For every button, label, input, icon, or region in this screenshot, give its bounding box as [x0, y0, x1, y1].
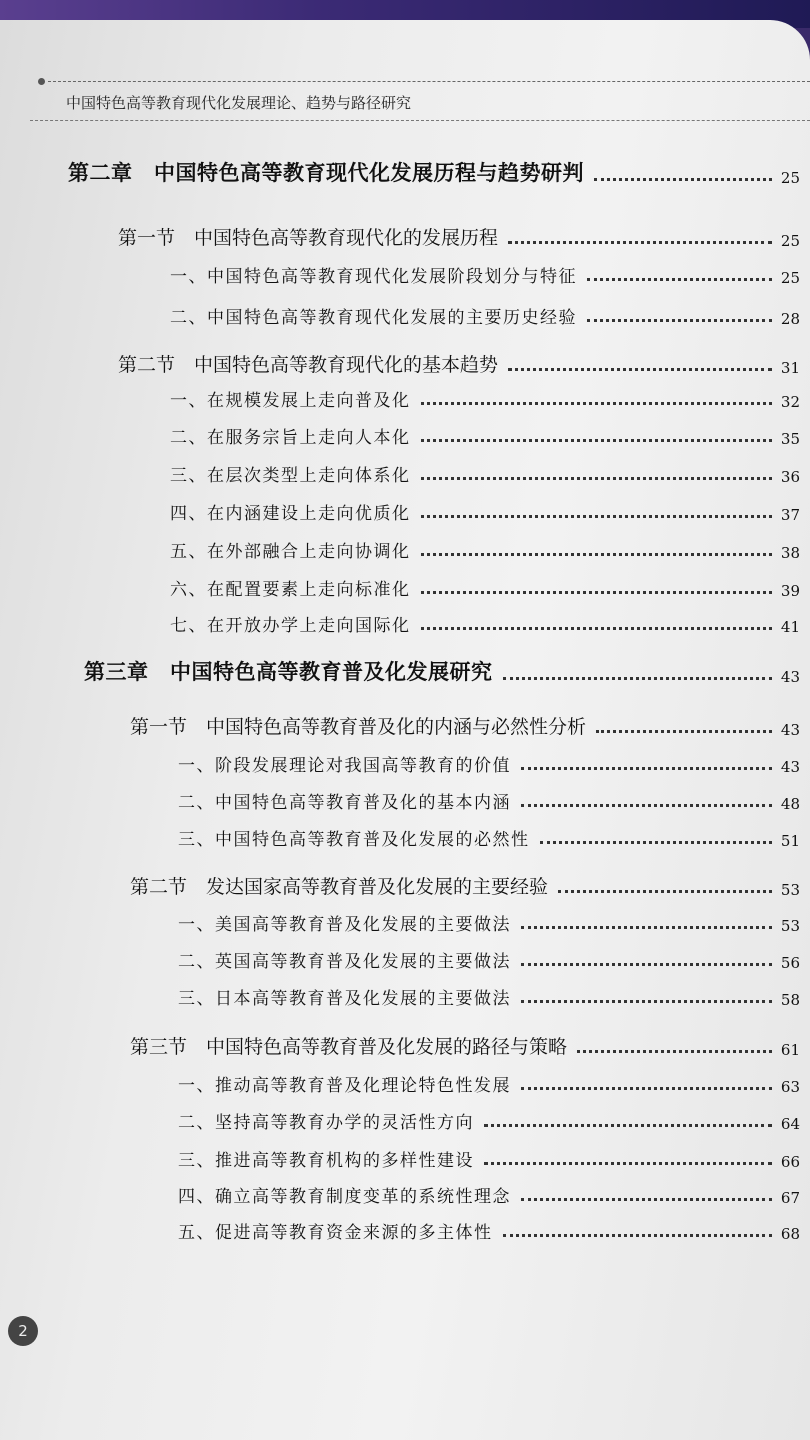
toc-page-number: 48 — [780, 795, 800, 813]
toc-dot-leader — [594, 177, 772, 181]
toc-dot-leader — [577, 1049, 772, 1053]
toc-page-number: 38 — [780, 544, 800, 562]
toc-page-number: 39 — [780, 582, 800, 600]
toc-dot-leader — [558, 889, 772, 893]
toc-item-entry — [178, 905, 800, 935]
header-dot-ornament — [38, 78, 45, 85]
toc-dot-leader — [421, 590, 773, 594]
toc-chapter-entry — [68, 147, 800, 187]
toc-entry-title: 第二节 发达国家高等教育普及化发展的主要经验 — [130, 876, 549, 898]
toc-entry-title: 二、在服务宗旨上走向人本化 — [170, 428, 411, 448]
toc-page-number: 61 — [780, 1041, 800, 1059]
toc-item-entry — [178, 1066, 800, 1096]
toc-item-entry — [178, 783, 800, 813]
toc-section-entry — [130, 865, 800, 899]
toc-item-entry — [170, 298, 800, 328]
toc-entry-title: 一、美国高等教育普及化发展的主要做法 — [178, 915, 511, 935]
toc-dot-leader — [421, 401, 773, 405]
toc-dot-leader — [596, 729, 772, 733]
toc-dot-leader — [521, 1086, 772, 1090]
toc-page-number: 53 — [780, 917, 800, 935]
toc-dot-leader — [421, 626, 773, 630]
toc-entry-title: 一、阶段发展理论对我国高等教育的价值 — [178, 756, 511, 776]
toc-dot-leader — [521, 1197, 772, 1201]
toc-entry-title: 第三节 中国特色高等教育普及化发展的路径与策略 — [130, 1036, 568, 1058]
toc-page-number: 28 — [780, 310, 800, 328]
header-dashed-rule-bottom — [30, 120, 810, 121]
toc-item-entry — [170, 456, 800, 486]
toc-entry-title: 一、中国特色高等教育现代化发展阶段划分与特征 — [170, 267, 577, 287]
toc-dot-leader — [521, 962, 772, 966]
toc-page-number: 67 — [780, 1189, 800, 1207]
running-header — [30, 72, 810, 122]
toc-dot-leader — [521, 999, 772, 1003]
toc-dot-leader — [484, 1161, 772, 1165]
toc-page-number: 64 — [780, 1115, 800, 1133]
toc-page-number: 68 — [780, 1225, 800, 1243]
toc-section-entry — [118, 216, 800, 250]
toc-page-number: 51 — [780, 832, 800, 850]
toc-item-entry — [170, 606, 800, 636]
toc-entry-title: 三、中国特色高等教育普及化发展的必然性 — [178, 830, 530, 850]
toc-dot-leader — [503, 676, 773, 680]
toc-item-entry — [178, 1177, 800, 1207]
toc-entry-title: 一、推动高等教育普及化理论特色性发展 — [178, 1076, 511, 1096]
toc-item-entry — [178, 746, 800, 776]
toc-dot-leader — [421, 552, 773, 556]
toc-entry-title: 第三章 中国特色高等教育普及化发展研究 — [84, 659, 493, 684]
toc-entry-title: 三、日本高等教育普及化发展的主要做法 — [178, 989, 511, 1009]
toc-page-number: 56 — [780, 954, 800, 972]
toc-dot-leader — [587, 318, 772, 322]
toc-item-entry — [178, 1141, 800, 1171]
header-dashed-rule-top — [48, 81, 810, 82]
toc-section-entry — [118, 343, 800, 377]
toc-entry-title: 二、中国特色高等教育普及化的基本内涵 — [178, 793, 511, 813]
toc-item-entry — [178, 1213, 800, 1243]
toc-entry-title: 第一节 中国特色高等教育现代化的发展历程 — [118, 227, 499, 249]
toc-page-number: 41 — [780, 618, 800, 636]
toc-dot-leader — [421, 476, 773, 480]
toc-entry-title: 六、在配置要素上走向标准化 — [170, 580, 411, 600]
toc-entry-title: 二、中国特色高等教育现代化发展的主要历史经验 — [170, 308, 577, 328]
toc-entry-title: 四、在内涵建设上走向优质化 — [170, 504, 411, 524]
toc-dot-leader — [521, 925, 772, 929]
toc-item-entry — [170, 570, 800, 600]
toc-chapter-entry — [84, 646, 800, 686]
toc-dot-leader — [503, 1233, 773, 1237]
toc-dot-leader — [508, 240, 772, 244]
toc-page-number: 25 — [780, 169, 800, 187]
toc-entry-title: 五、促进高等教育资金来源的多主体性 — [178, 1223, 493, 1243]
toc-section-entry — [130, 705, 800, 739]
toc-page-number: 58 — [780, 991, 800, 1009]
toc-dot-leader — [540, 840, 773, 844]
toc-entry-title: 三、推进高等教育机构的多样性建设 — [178, 1151, 474, 1171]
toc-page-number: 43 — [780, 668, 800, 686]
toc-entry-title: 第一节 中国特色高等教育普及化的内涵与必然性分析 — [130, 716, 587, 738]
toc-entry-title: 第二章 中国特色高等教育现代化发展历程与趋势研判 — [68, 160, 584, 185]
toc-item-entry — [178, 979, 800, 1009]
toc-item-entry — [178, 820, 800, 850]
page-number-badge: 2 — [8, 1316, 38, 1346]
toc-dot-leader — [587, 277, 772, 281]
toc-page-number: 43 — [780, 721, 800, 739]
toc-dot-leader — [508, 367, 772, 371]
toc-page-number: 43 — [780, 758, 800, 776]
running-header-title: 中国特色高等教育现代化发展理论、趋势与路径研究 — [66, 94, 412, 112]
toc-item-entry — [178, 942, 800, 972]
toc-page-number: 36 — [780, 468, 800, 486]
toc-item-entry — [170, 494, 800, 524]
toc-page-number: 63 — [780, 1078, 800, 1096]
toc-entry-title: 二、英国高等教育普及化发展的主要做法 — [178, 952, 511, 972]
toc-dot-leader — [521, 766, 772, 770]
toc-section-entry — [130, 1025, 800, 1059]
toc-page-number: 66 — [780, 1153, 800, 1171]
toc-item-entry — [170, 381, 800, 411]
toc-entry-title: 五、在外部融合上走向协调化 — [170, 542, 411, 562]
toc-item-entry — [170, 532, 800, 562]
toc-dot-leader — [484, 1123, 772, 1127]
toc-item-entry — [170, 418, 800, 448]
toc-entry-title: 一、在规模发展上走向普及化 — [170, 391, 411, 411]
toc-entry-title: 四、确立高等教育制度变革的系统性理念 — [178, 1187, 511, 1207]
toc-page-number: 35 — [780, 430, 800, 448]
toc-page-number: 32 — [780, 393, 800, 411]
toc-entry-title: 三、在层次类型上走向体系化 — [170, 466, 411, 486]
toc-page-number: 53 — [780, 881, 800, 899]
toc-entry-title: 七、在开放办学上走向国际化 — [170, 616, 411, 636]
toc-page-number: 25 — [780, 269, 800, 287]
toc-dot-leader — [521, 803, 772, 807]
toc-item-entry — [170, 257, 800, 287]
toc-item-entry — [178, 1103, 800, 1133]
toc-dot-leader — [421, 438, 773, 442]
toc-page-number: 37 — [780, 506, 800, 524]
toc-page-number: 25 — [780, 232, 800, 250]
toc-entry-title: 二、坚持高等教育办学的灵活性方向 — [178, 1113, 474, 1133]
toc-page-number: 31 — [780, 359, 800, 377]
toc-dot-leader — [421, 514, 773, 518]
toc-entry-title: 第二节 中国特色高等教育现代化的基本趋势 — [118, 354, 499, 376]
